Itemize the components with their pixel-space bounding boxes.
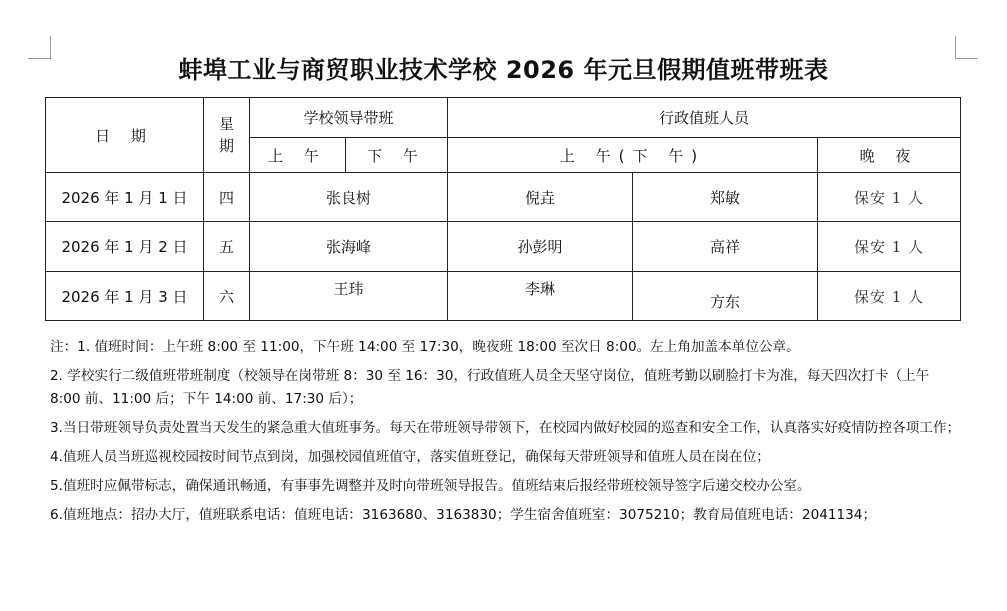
table-row bbox=[46, 173, 961, 222]
weekday-header-line-2: 期 bbox=[218, 137, 234, 155]
date-cell: 2026 年 1 月 1 日 bbox=[46, 173, 204, 222]
leader-cell: 王玮 bbox=[250, 272, 448, 321]
night-cell: 保安 1 人 bbox=[818, 272, 961, 321]
admin-cell-2: 高祥 bbox=[633, 222, 818, 272]
night-cell: 保安 1 人 bbox=[818, 173, 961, 222]
admin-cell-2: 方东 bbox=[633, 272, 818, 321]
weekday-header-line-1: 星 bbox=[218, 115, 234, 133]
am-header: 上 午 bbox=[250, 138, 346, 173]
note-item: 2. 学校实行二级值班带班制度（校领导在岗带班 8：30 至 16：30，行政值班人员全天坚守岗位，值班考勤以刷脸打卡为准，每天四次打卡（上午 8:00 前、11:00 后；下午 14:00 前、17:30 后）； bbox=[50, 368, 930, 407]
night-header: 晚 夜 bbox=[818, 138, 961, 173]
leader-group-header: 学校领导带班 bbox=[250, 98, 448, 138]
note-item: 4.值班人员当班巡视校园按时间节点到岗，加强校园值班值守，落实值班登记，确保每天带班领导和值班人员在岗在位； bbox=[50, 449, 770, 465]
leader-cell: 张良树 bbox=[250, 173, 448, 222]
admin-cell-1: 李琳 bbox=[448, 272, 633, 321]
weekday-cell: 五 bbox=[204, 222, 250, 272]
weekday-cell: 四 bbox=[204, 173, 250, 222]
admin-cell-1: 孙彭明 bbox=[448, 222, 633, 272]
am-pm-header: 上 午(下 午) bbox=[448, 138, 818, 173]
table-row bbox=[46, 272, 961, 321]
notes-section bbox=[50, 336, 962, 533]
note-item: 3.当日带班领导负责处置当天发生的紧急重大值班事务。每天在带班领导带领下，在校园内做好校园的巡查和安全工作，认真落实好疫情防控各项工作； bbox=[50, 420, 961, 436]
table-row bbox=[46, 222, 961, 272]
leader-cell: 张海峰 bbox=[250, 222, 448, 272]
note-item: 注：1. 值班时间：上午班 8:00 至 11:00，下午班 14:00 至 17:30，晚夜班 18:00 至次日 8:00。左上角加盖本单位公章。 bbox=[50, 339, 800, 355]
note-item: 6.值班地点：招办大厅，值班联系电话：值班电话：3163680、3163830；学生宿舍值班室：3075210；教育局值班电话：2041134； bbox=[50, 507, 877, 523]
admin-cell-2: 郑敏 bbox=[633, 173, 818, 222]
admin-cell-1: 倪垚 bbox=[448, 173, 633, 222]
date-cell: 2026 年 1 月 2 日 bbox=[46, 222, 204, 272]
duty-schedule-table bbox=[45, 97, 961, 321]
weekday-header bbox=[204, 98, 250, 173]
night-cell: 保安 1 人 bbox=[818, 222, 961, 272]
note-item: 5.值班时应佩带标志，确保通讯畅通，有事事先调整并及时向带班领导报告。值班结束后报经带班校领导签字后递交校办公室。 bbox=[50, 478, 811, 494]
document-title: 蚌埠工业与商贸职业技术学校 2026 年元旦假期值班带班表 bbox=[178, 56, 829, 84]
pm-header: 下 午 bbox=[346, 138, 448, 173]
date-cell: 2026 年 1 月 3 日 bbox=[46, 272, 204, 321]
header-row-1 bbox=[46, 98, 961, 138]
weekday-cell: 六 bbox=[204, 272, 250, 321]
date-header: 日 期 bbox=[46, 98, 204, 173]
admin-group-header: 行政值班人员 bbox=[448, 98, 961, 138]
